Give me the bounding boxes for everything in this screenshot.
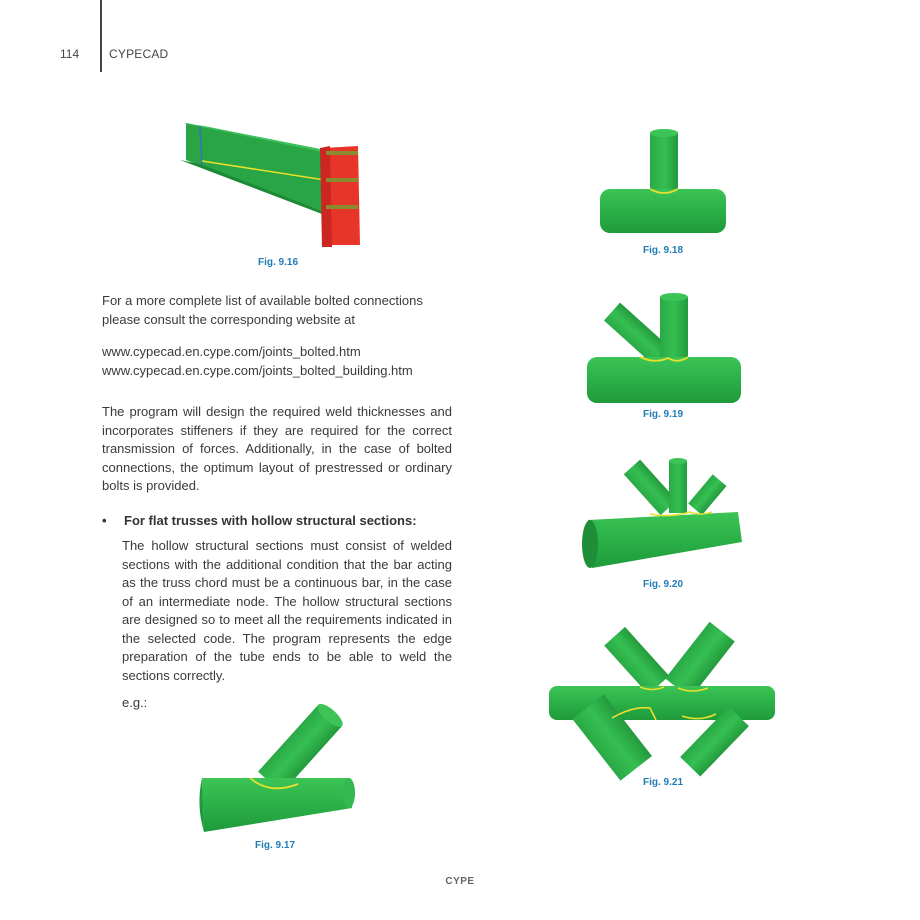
caption-fig-9-16: Fig. 9.16 — [258, 257, 299, 268]
caption-fig-9-19: Fig. 9.19 — [643, 409, 684, 420]
eg-label: e.g.: — [122, 695, 148, 710]
caption-fig-9-18: Fig. 9.18 — [643, 245, 684, 256]
paragraph-2: The program will design the required weld thicknesses and incorporates stiffeners if they are required for the correct transmission of forces. Additionally, in the case of bolted connections, the optimum layout of prestressed or ordinary bolts is provided. — [102, 404, 452, 493]
bullet-text: The hollow structural sections must consist of welded sections with the additional condition that the bar acting as the truss chord must be a continuous bar, in the case of an intermediate node. The hollow structural sections are designed so to meet all the requirements indicated in the selected code. The program represents the edge preparation of the tube ends to be able to weld the sections correctly. — [122, 538, 452, 683]
page-number: 114 — [60, 47, 80, 61]
url-joints-bolted[interactable]: www.cypecad.en.cype.com/joints_bolted.htm — [102, 344, 361, 359]
caption-fig-9-20: Fig. 9.20 — [643, 579, 684, 590]
paragraph-1-line-1: For a more complete list of available bolted connections — [102, 293, 423, 308]
document-title: CYPECAD — [109, 47, 169, 61]
caption-fig-9-17: Fig. 9.17 — [255, 840, 296, 851]
bullet-dot: • — [102, 513, 107, 528]
paragraph-1-line-2: please consult the corresponding website at — [102, 311, 355, 327]
footer-brand: CYPE — [445, 876, 475, 887]
url-joints-bolted-building[interactable]: www.cypecad.en.cype.com/joints_bolted_building.htm — [102, 362, 413, 378]
bullet-heading-text: For flat trusses with hollow structural sections: — [124, 513, 417, 528]
caption-fig-9-21: Fig. 9.21 — [643, 777, 684, 788]
